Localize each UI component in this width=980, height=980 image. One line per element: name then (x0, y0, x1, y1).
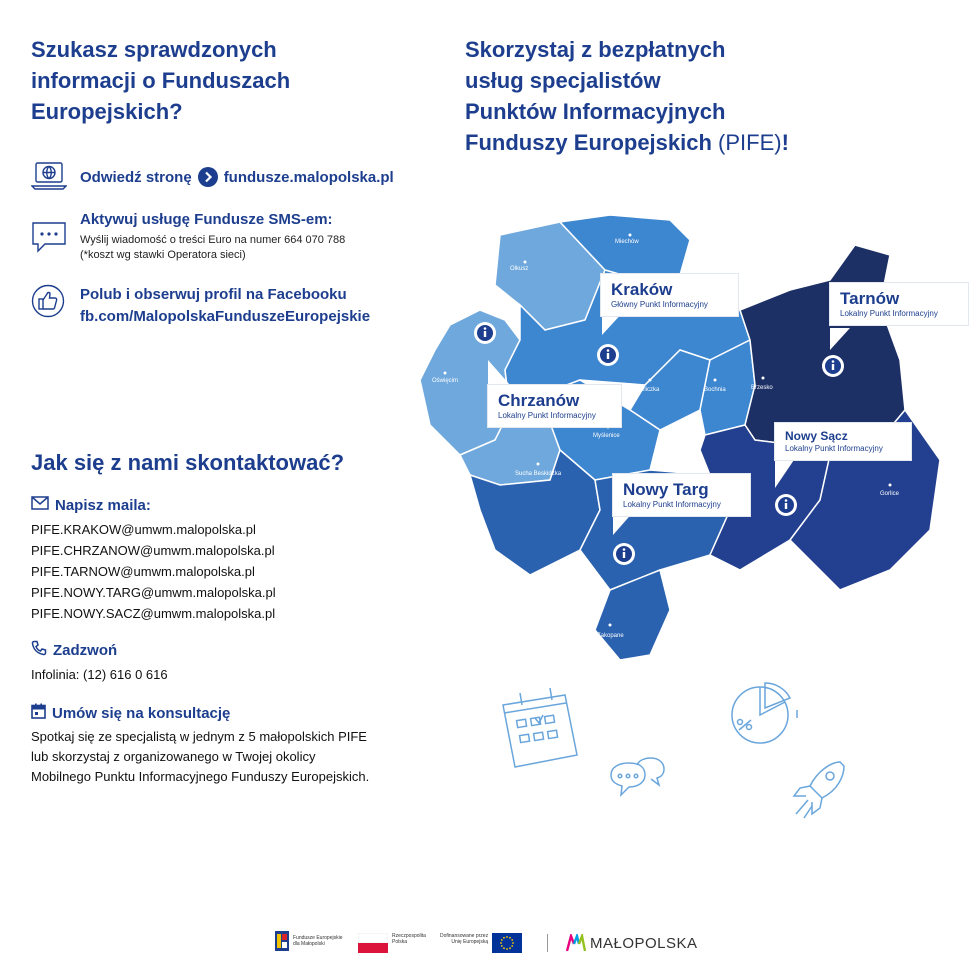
call-section-title (31, 640, 117, 660)
callout-subtitle: Główny Punkt Informacyjny (611, 300, 708, 309)
sms-note: (*koszt wg stawki Operatora sieci) (80, 249, 246, 261)
town-dot (524, 261, 527, 264)
rp-logo (358, 933, 426, 953)
info-marker-nowy-sacz[interactable] (775, 494, 797, 516)
website-link[interactable]: fundusze.malopolska.pl (223, 168, 394, 186)
facebook-block (80, 284, 370, 328)
town-label: Olkusz (510, 266, 529, 272)
callout-city: Nowy Targ (623, 480, 709, 499)
callout-city: Chrzanów (498, 391, 580, 410)
laptop-globe-icon (31, 160, 67, 192)
mail-title: Napisz maila: (55, 496, 151, 514)
consult-line: Mobilnego Punktu Informacyjnego Funduszy Europejskich. (31, 769, 370, 784)
eu-logo-text: Unię Europejską (451, 939, 489, 945)
town-label: Miechów (615, 239, 639, 245)
rp-logo-text: Rzeczpospolita (392, 933, 426, 939)
email-link[interactable]: PIFE.NOWY.SACZ@umwm.malopolska.pl (31, 606, 276, 621)
consult-title: Umów się na konsultację (52, 704, 231, 722)
phone-icon (31, 640, 47, 660)
email-link[interactable]: PIFE.CHRZANOW@umwm.malopolska.pl (31, 543, 275, 558)
callout-tarnow[interactable] (830, 283, 968, 325)
contact-heading: Jak się z nami skontaktować? (31, 450, 345, 475)
town-dot (762, 377, 765, 380)
fe-logo-text: Fundusze Europejskie (293, 935, 343, 941)
info-marker-chrzanow[interactable] (474, 322, 496, 344)
callout-subtitle: Lokalny Punkt Informacyjny (785, 444, 883, 453)
info-marker-tarnow[interactable] (822, 355, 844, 377)
fe-logo (275, 931, 342, 951)
callout-city: Tarnów (840, 289, 900, 308)
info-marker-krakow[interactable] (597, 344, 619, 366)
speech-bubbles-illustration-icon (607, 755, 667, 805)
left-heading (31, 34, 411, 127)
callout-krakow[interactable] (601, 274, 738, 316)
rocket-illustration-icon (790, 758, 850, 823)
right-heading-line: Skorzystaj z bezpłatnych (465, 37, 726, 62)
town-label: Bochnia (704, 387, 726, 393)
email-link[interactable]: PIFE.KRAKOW@umwm.malopolska.pl (31, 522, 256, 537)
right-heading-line: Funduszy Europejskich (465, 130, 712, 155)
sms-block (80, 211, 345, 263)
hotline-number[interactable]: Infolinia: (12) 616 0 616 (31, 667, 168, 682)
call-title: Zadzwoń (53, 641, 118, 659)
sms-line: Wyślij wiadomość o treści Euro na numer 664 070 788 (80, 234, 346, 246)
callout-chrzanow[interactable] (488, 385, 621, 427)
eu-flag-icon (492, 933, 522, 953)
email-link[interactable]: PIFE.NOWY.TARG@umwm.malopolska.pl (31, 585, 276, 600)
calendar-icon (31, 703, 46, 723)
polish-flag-icon (358, 933, 388, 953)
callout-city: Kraków (611, 280, 673, 299)
left-heading-line: informacji o Funduszach (31, 68, 291, 93)
town-label: Sucha Beskidzka (515, 471, 562, 477)
thumbs-up-icon (31, 284, 67, 316)
consult-line: lub skorzystaj z organizowanego w Twojej okolicy (31, 749, 316, 764)
callout-nowy-sacz[interactable] (775, 423, 911, 460)
facebook-line: Polub i obserwuj profil na Facebooku (80, 286, 347, 303)
right-heading-line: Punktów Informacyjnych (465, 99, 726, 124)
fe-emblem-icon (275, 931, 289, 951)
town-dot (714, 379, 717, 382)
malopolska-logo (566, 934, 698, 952)
mail-section-title (31, 496, 151, 514)
town-dot (649, 379, 652, 382)
town-dot (889, 484, 892, 487)
info-marker-nowy-targ[interactable] (613, 543, 635, 565)
town-label: Wieliczka (634, 387, 660, 393)
consult-line: Spotkaj się ze specjalistą w jednym z 5 małopolskich PIFE (31, 729, 367, 744)
town-dot (444, 372, 447, 375)
left-heading-line: Szukasz sprawdzonych (31, 37, 277, 62)
callout-nowy-targ[interactable] (613, 474, 750, 516)
email-link[interactable]: PIFE.TARNOW@umwm.malopolska.pl (31, 564, 255, 579)
callout-subtitle: Lokalny Punkt Informacyjny (498, 411, 596, 420)
calendar-illustration-icon (495, 685, 590, 775)
chat-bubble-icon (31, 220, 67, 252)
right-heading (465, 34, 885, 158)
facebook-link[interactable]: fb.com/MalopolskaFunduszeEuropejskie (80, 308, 371, 325)
callout-subtitle: Lokalny Punkt Informacyjny (840, 309, 938, 318)
malopolska-m-icon (566, 934, 586, 952)
email-list (31, 519, 276, 624)
town-dot (609, 624, 612, 627)
consult-section-title (31, 703, 230, 723)
eu-logo (440, 933, 522, 953)
town-label: Oświęcim (432, 378, 459, 384)
town-label: Zakopane (597, 633, 624, 639)
eu-logo-text: Dofinansowane przez (440, 933, 489, 939)
pife-abbr: (PIFE) (711, 130, 782, 155)
town-label: Gorlice (880, 491, 900, 497)
fe-logo-text: dla Małopolski (293, 941, 325, 947)
rp-logo-text: Polska (392, 939, 408, 945)
malopolska-brand-text: MAŁOPOLSKA (590, 934, 698, 952)
exclamation: ! (781, 130, 789, 155)
town-label: Myślenice (593, 433, 620, 439)
town-dot (537, 463, 540, 466)
callout-subtitle: Lokalny Punkt Informacyjny (623, 500, 721, 509)
left-heading-line: Europejskich? (31, 99, 183, 124)
consult-text (31, 727, 369, 787)
town-label: Brzesko (751, 385, 773, 391)
pie-chart-illustration-icon (725, 680, 810, 750)
right-heading-line: usług specjalistów (465, 68, 661, 93)
town-dot (629, 234, 632, 237)
visit-label: Odwiedź stronę (80, 168, 192, 186)
visit-row (80, 167, 394, 187)
callout-city: Nowy Sącz (785, 429, 848, 443)
envelope-icon (31, 496, 49, 514)
chevron-right-icon (198, 167, 218, 187)
footer-divider (547, 934, 548, 952)
sms-title: Aktywuj usługę Fundusze SMS-em: (80, 211, 333, 228)
